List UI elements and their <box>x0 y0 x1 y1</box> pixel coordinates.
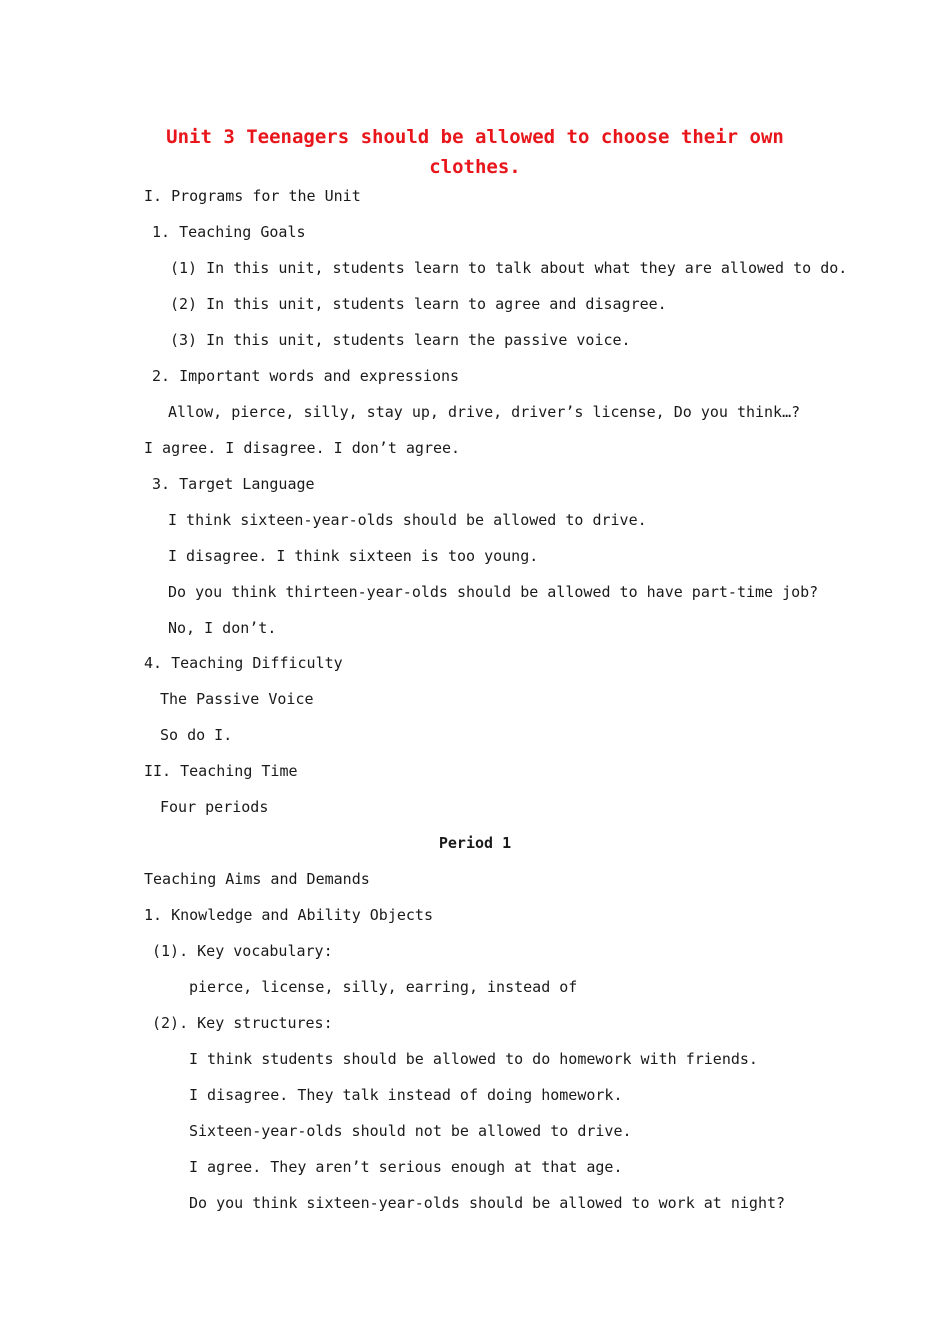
difficulty-item-2: So do I. <box>160 726 233 744</box>
structure-sentence-1: I think students should be allowed to do homework with friends. <box>189 1050 758 1068</box>
words-line-1: Allow, pierce, silly, stay up, drive, driver’s license, Do you think…? <box>168 403 801 421</box>
structure-sentence-5: Do you think sixteen-year-olds should be allowed to work at night? <box>189 1194 786 1212</box>
goal-item-3: (3) In this unit, students learn the passive voice. <box>170 331 631 349</box>
key-vocabulary-heading: (1). Key vocabulary: <box>152 942 333 960</box>
document-title-line-2: clothes. <box>429 156 521 178</box>
section-heading-programs: I. Programs for the Unit <box>144 187 361 205</box>
target-sentence-2: I disagree. I think sixteen is too young. <box>168 547 539 565</box>
knowledge-objects-heading: 1. Knowledge and Ability Objects <box>144 906 433 924</box>
document-title-line-1: Unit 3 Teenagers should be allowed to choose their own <box>166 126 784 148</box>
subheading-target-language: 3. Target Language <box>152 475 315 493</box>
subheading-teaching-goals: 1. Teaching Goals <box>152 223 306 241</box>
teaching-aims-heading: Teaching Aims and Demands <box>144 870 370 888</box>
goal-item-2: (2) In this unit, students learn to agree and disagree. <box>170 295 667 313</box>
subheading-important-words: 2. Important words and expressions <box>152 367 460 385</box>
key-structures-heading: (2). Key structures: <box>152 1014 333 1032</box>
words-line-2: I agree. I disagree. I don’t agree. <box>144 439 461 457</box>
section-heading-teaching-time: II. Teaching Time <box>144 762 298 780</box>
teaching-time-value: Four periods <box>160 798 269 816</box>
structure-sentence-2: I disagree. They talk instead of doing homework. <box>189 1086 623 1104</box>
subheading-teaching-difficulty: 4. Teaching Difficulty <box>144 654 343 672</box>
target-sentence-4: No, I don’t. <box>168 619 277 637</box>
target-sentence-1: I think sixteen-year-olds should be allowed to drive. <box>168 511 647 529</box>
difficulty-item-1: The Passive Voice <box>160 690 314 708</box>
goal-item-1: (1) In this unit, students learn to talk about what they are allowed to do. <box>170 259 848 277</box>
period-heading: Period 1 <box>438 834 512 852</box>
structure-sentence-3: Sixteen-year-olds should not be allowed to drive. <box>189 1122 632 1140</box>
structure-sentence-4: I agree. They aren’t serious enough at that age. <box>189 1158 623 1176</box>
key-vocabulary-list: pierce, license, silly, earring, instead of <box>189 978 578 996</box>
target-sentence-3: Do you think thirteen-year-olds should be allowed to have part-time job? <box>168 583 819 601</box>
